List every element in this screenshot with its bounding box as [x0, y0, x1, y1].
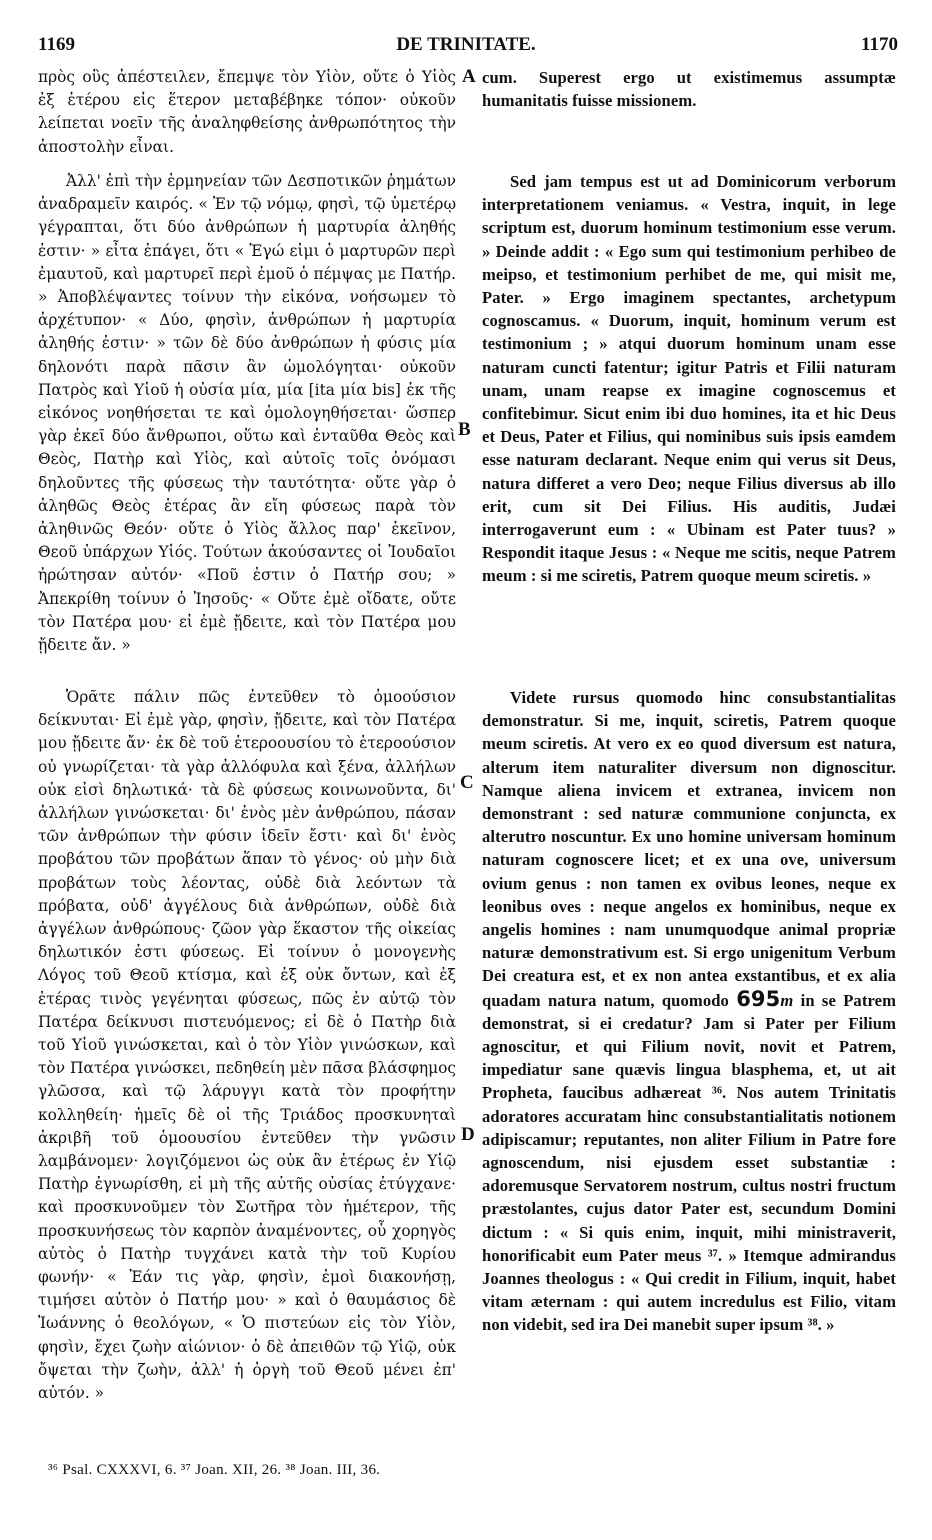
margin-marker-b: B — [458, 419, 471, 440]
latin-block-1 — [482, 66, 896, 112]
greek-block-1 — [38, 66, 456, 159]
margin-marker-a: A — [462, 66, 476, 87]
latin-paragraph-3-end: in se Patrem demonstrat, si ei credatur? Jam si Pater per Filium agnoscitur, et qui Filium novit, novit et Patrem, impediatur sane quævis lingua blasphema, et, ut ait Propheta, faucibus adhæreat ³⁶. Nos autem Trinitatis adoratores accuratam hinc consubstantialitatis notionem adipiscamur; reputantes, non aliter Filium in Patre fore agnoscendum, nisi ejusdem esset substantiæ : adoremusque Servatorem nostrum, cultus nostri fructum præstolantes, cujus dator Pater est, secundum Domini dictum : « Si quis enim, inquit, mihi ministraverit, honorificabit eum Pater meus ³⁷. » Itemque admirandus Joannes theologus : « Qui credit in Filium, inquit, habet vitam æternam : qui autem incredulus est Filio, vitam non videbit, sed ira Dei manebit super ipsum ³⁸. » — [482, 990, 897, 1335]
latin-paragraph-1: cum. Superest ergo ut existimemus assumptæ humanitatis fuisse missionem. — [482, 68, 896, 111]
margin-marker-c: C — [460, 772, 474, 793]
page-header — [0, 34, 932, 64]
greek-block-3 — [38, 686, 456, 1405]
page-number-left: 1169 — [38, 34, 75, 55]
footnotes: ³⁶ Psal. CXXXVI, 6. ³⁷ Joan. XII, 26. ³⁸ Joan. III, 36. — [48, 1462, 381, 1478]
page-number-right: 1170 — [861, 34, 898, 55]
latin-paragraph-3-start: Videte rursus quomodo hinc consubstantialitas demonstratur. Si me, inquit, sciretis, Patrem quoque meum sciretis. At vero ex eo quod diversum est natura, alterum item naturaliter diversum non dignoscitur. Namque aliena invicem et extranea, invicem non demonstrant : sed naturæ communione conjuncta, ex alterutro noscuntur. Ex uno homine universam hominum naturam cognoscere licet; et ex una ove, universum ovium genus : non tamen ex ovibus leones, neque ex leonibus oves : neque angelos ex hominibus, neque ex angelis homines : nam unumquodque animal propriæ naturæ demonstrativum est. Si ergo unigenitum Verbum Dei creatura est, et ex non antea exstantibus, et ex alia quadam natura natum, quomodo — [482, 688, 896, 1010]
greek-paragraph-2: Ἀλλ' ἐπὶ τὴν ἑρμηνείαν τῶν Δεσποτικῶν ῥημάτων ἀναδραμεῖν καιρός. « Ἐν τῷ νόμῳ, φησὶ, τῷ ὑμετέρῳ γέγραπται, ὅτι δύο ἀνθρώπων ἡ μαρτυρία ἀληθής ἐστιν· » εἶτα ἐπάγει, ὅτι « Ἐγώ εἰμι ὁ μαρτυρῶν περὶ ἐμαυτοῦ, καὶ μαρτυρεῖ περὶ ἐμοῦ ὁ πέμψας με Πατήρ. » Ἀποβλέψαντες τοίνυν τὴν εἰκόνα, νοήσωμεν τὸ ἀρχέτυπον· « Δύο, φησὶν, ἀνθρώπων ἡ μαρτυρία ἀληθής ἐστιν· » τῶν δὲ δύο ἀνθρώπων ἡ φύσις μία δηλονότι παρὰ πᾶσιν ἂν ὡμολόγηται· οὐκοῦν Πατρὸς καὶ Υἱοῦ ἡ οὐσία μία, μία [ita μία bis] ἐκ τῆς εἰκόνος νοηθήσεται τε καὶ ὁμολογηθήσεται· ὥσπερ γὰρ ἐκεῖ δύο ἄνθρωποι, οὕτω καὶ ἐνταῦθα Θεὸς καὶ Θεὸς, Πατὴρ καὶ Υἱὸς, καὶ αὐτοῖς τοῖς ὀνόμασι δηλοῦντες τῆς φύσεως τὴν ταυτότητα· οὔτε γὰρ ὁ ἀληθῶς Θεὸς ἑτέρας ἂν εἴη φύσεως παρὰ τὸν ἀληθινῶς Θεόν· οὔτε ὁ Υἱὸς ἄλλος παρ' ἐκεῖνον, Θεοῦ ὑπάρχων Υἱός. Τούτων ἀκούσαντες οἱ Ἰουδαῖοι ἠρώτησαν αὐτόν· «Ποῦ ἐστιν ὁ Πατήρ σου; » Ἀπεκρίθη τοίνυν ὁ Ἰησοῦς· « Οὔτε ἐμὲ οἴδατε, οὔτε τὸν Πατέρα μου· εἰ ἐμὲ ᾔδειτε, καὶ τὸν Πατέρα μου ᾔδειτε ἄν. » — [38, 172, 456, 655]
greek-block-2 — [38, 170, 456, 657]
latin-paragraph-3 — [482, 686, 896, 1337]
running-title: DE TRINITATE. — [396, 34, 536, 55]
greek-paragraph-3: Ὁρᾶτε πάλιν πῶς ἐντεῦθεν τὸ ὁμοούσιον δείκνυται· Εἰ ἐμὲ γὰρ, φησὶν, ᾔδειτε, καὶ τὸν Πατέρα μου ᾔδειτε ἄν· ἐκ δὲ τοῦ ἑτεροουσίου τὸ ἑτεροούσιον οὐ γνωρίζεται· τὰ γὰρ ἀλλόφυλα καὶ ξένα, ἀλλήλων οὐκ εἰσὶ δηλωτικά· τὰ δὲ φύσεως κοινωνοῦντα, δι' ἀλλήλων γινώσκεται· δι' ἑνὸς μὲν ἀνθρώπου, πάσαν τῶν ἀνθρώπων τὴν φύσιν ἰδεῖν ἔστι· καὶ δι' ἑνὸς προβάτου τῶν προβάτων ἅπαν τὸ γένος· οὐ μὴν διὰ προβάτων τοὺς λέοντας, οὐδὲ διὰ λεόντων τὰ πρόβατα, οὐδ' ἀγγέλους διὰ ἀνθρώπων, οὐδὲ διὰ ἀγγέλων ἀνθρώπους· ζῶον γὰρ ἕκαστον τῆς οἰκείας δηλωτικόν ἐστι φύσεως. Εἰ τοίνυν ὁ μονογενὴς Λόγος τοῦ Θεοῦ κτίσμα, καὶ ἐξ οὐκ ὄντων, καὶ ἐξ ἑτέρας τινὸς γεγένηται φύσεως, πῶς ἐν αὐτῷ τὸν Πατέρα δείκνυσι πιστευόμενος; εἰ δὲ ὁ Πατὴρ διὰ τοῦ Υἱοῦ γινώσκεται, καὶ ὁ τὸν Υἱὸν γινώσκων, καὶ τὸν Πατέρα γινώσκει, πεδηθείη μὲν πᾶσα βλάσφημος γλῶσσα, καὶ τῷ λάρυγγι κατὰ τὸν προφήτην κολληθείη· ἡμεῖς δὲ οἱ τῆς Τριάδος προσκυνηταὶ ἀκριβῆ τοῦ ὁμοουσίου ἐντεῦθεν τὴν γνῶσιν λαμβάνομεν· λογιζόμενοι ὡς οὐκ ἂν ἑτέρως ἐν Υἱῷ Πατὴρ ἐγνωρίσθη, εἰ μὴ τῆς αὐτῆς οὐσίας ἐτύγχανε· καὶ προσκυνοῦμεν τὸν Σωτῆρα τὸν ἡμέτερον, τῆς προσκυνήσεως τὸν καρπὸν ἀναμένοντες, οὗ χορηγὸς αὐτὸς ὁ Πατὴρ τυγχάνει κατὰ τὴν τοῦ Κυρίου φωνήν· « Ἐάν τις γὰρ, φησὶν, ἐμοὶ διακονήσῃ, τιμήσει αὐτὸν ὁ Πατήρ μου· » καὶ ὁ θαυμάσιος δὲ Ἰωάννης ὁ θεολόγων, « Ὁ πιστεύων εἰς τὸν Υἱὸν, φησὶν, ἔχει ζωὴν αἰώνιον· ὁ δὲ ἀπειθῶν τῷ Υἱῷ, οὐκ ὄψεται τὴν ζωὴν, ἀλλ' ἡ ὀργὴ τοῦ Θεοῦ μένει ἐπ' αὐτόν. » — [38, 688, 456, 1403]
greek-paragraph-1: πρὸς οὓς ἀπέστειλεν, ἔπεμψε τὸν Υἱὸν, οὔτε ὁ Υἱὸς ἐξ ἑτέρου εἰς ἕτερον μεταβέβηκε τόπον· οὐκοῦν λείπεται νοεῖν τῆς ἀναληφθείσης ἀνθρωπότητος τὴν ἀποστολὴν εἶναι. — [38, 68, 456, 156]
folio-number: 695 — [736, 986, 781, 1011]
latin-block-3 — [482, 686, 896, 1337]
folio-suffix: m — [780, 990, 794, 1010]
latin-paragraph-2: Sed jam tempus est ut ad Dominicorum verborum interpretationem veniamus. « Vestra, inquit, in lege scriptum est, duorum hominum testimonium esse verum. » Deinde addit : « Ego sum qui testimonium perhibeo de meipso, et testimonium perhibet de me, qui misit me, Pater. » Ergo imaginem spectantes, archetypum cognoscamus. « Duorum, inquit, hominum verum est testimonium ; » atqui duorum hominum unam esse naturam cuncti fatentur; igitur Patris et Filii naturam unam, unam reapse ex imagine cognoscemus et confitebimur. Sicut enim ibi duo homines, ita et hic Deus et Deus, Pater et Filius, qui nominibus suis ipsis eamdem esse naturam declarant. Neque enim qui verus sit Deus, natura differet a vero Deo; neque Filius diversus ab illo erit, cum sit Dei Filius. His auditis, Judæi interrogaverunt eum : « Ubinam est Pater tuus? » Respondit itaque Jesus : « Neque me scitis, neque Patrem meum : si me sciretis, Patrem quoque meum sciretis. » — [482, 172, 896, 586]
margin-marker-d: D — [461, 1124, 475, 1145]
latin-block-2 — [482, 170, 896, 588]
